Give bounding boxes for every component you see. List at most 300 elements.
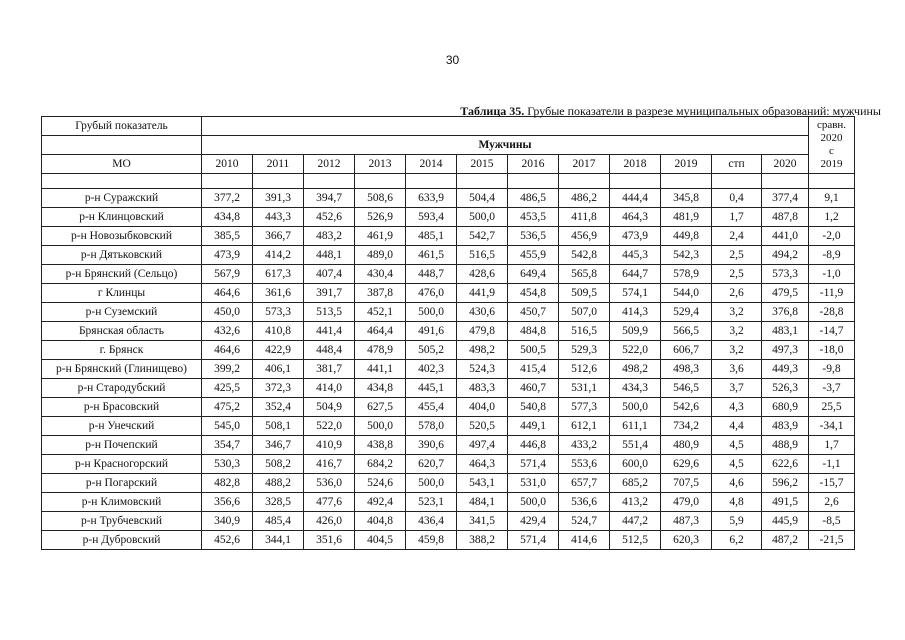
value-cell: 2,6 [712, 284, 762, 303]
table-caption-text: Грубые показатели в разрезе муниципальных образований: мужчины [524, 104, 881, 118]
value-cell: 391,7 [304, 284, 355, 303]
compare-cell: -9,8 [809, 360, 855, 379]
value-cell: 516,5 [457, 246, 508, 265]
value-cell: 473,9 [202, 246, 253, 265]
value-cell: 4,5 [712, 455, 762, 474]
value-cell: 491,5 [762, 493, 809, 512]
value-cell: 351,6 [304, 531, 355, 550]
value-cell: 480,9 [661, 436, 712, 455]
table-row [42, 303, 855, 322]
compare-cell: 9,1 [809, 189, 855, 208]
compare-cell: -8,5 [809, 512, 855, 531]
spacer-cell [355, 174, 406, 189]
mo-cell: р-н Почепский [42, 436, 202, 455]
year-header: 2011 [253, 155, 304, 174]
value-cell: 377,4 [762, 189, 809, 208]
value-cell: 486,2 [559, 189, 610, 208]
table-row [42, 322, 855, 341]
value-cell: 620,3 [661, 531, 712, 550]
spacer-cell [253, 174, 304, 189]
value-cell: 4,3 [712, 398, 762, 417]
mo-cell: г Клинцы [42, 284, 202, 303]
value-cell: 492,4 [355, 493, 406, 512]
year-header: 2010 [202, 155, 253, 174]
value-cell: 500,0 [508, 493, 559, 512]
spacer-cell [508, 174, 559, 189]
value-cell: 410,8 [253, 322, 304, 341]
table-row [42, 189, 855, 208]
value-cell: 4,5 [712, 436, 762, 455]
table-row [42, 341, 855, 360]
value-cell: 406,1 [253, 360, 304, 379]
value-cell: 354,7 [202, 436, 253, 455]
value-cell: 487,8 [762, 208, 809, 227]
value-cell: 452,6 [304, 208, 355, 227]
page-number: 30 [445, 53, 460, 67]
compare-header-line: сравн. [816, 119, 847, 131]
value-cell: 578,9 [661, 265, 712, 284]
value-cell: 426,0 [304, 512, 355, 531]
spacer-cell [712, 174, 762, 189]
value-cell: 536,6 [559, 493, 610, 512]
value-cell: 489,0 [355, 246, 406, 265]
value-cell: 542,7 [457, 227, 508, 246]
compare-cell: -1,1 [809, 455, 855, 474]
value-cell: 494,2 [762, 246, 809, 265]
value-cell: 600,0 [610, 455, 661, 474]
spacer-cell [202, 174, 253, 189]
compare-cell: -21,5 [809, 531, 855, 550]
value-cell: 429,4 [508, 512, 559, 531]
value-cell: 500,5 [508, 341, 559, 360]
value-cell: 441,1 [355, 360, 406, 379]
header-spacer [202, 117, 809, 136]
value-cell: 633,9 [406, 189, 457, 208]
value-cell: 433,2 [559, 436, 610, 455]
compare-cell: -28,8 [809, 303, 855, 322]
value-cell: 464,6 [202, 341, 253, 360]
value-cell: 381,7 [304, 360, 355, 379]
value-cell: 577,3 [559, 398, 610, 417]
value-cell: 488,9 [762, 436, 809, 455]
spacer-cell [559, 174, 610, 189]
mo-cell: р-н Брянский (Глинищево) [42, 360, 202, 379]
value-cell: 411,8 [559, 208, 610, 227]
value-cell: 464,3 [457, 455, 508, 474]
value-cell: 414,0 [304, 379, 355, 398]
mo-cell: р-н Брасовский [42, 398, 202, 417]
mo-cell: р-н Унечский [42, 417, 202, 436]
table-row [42, 512, 855, 531]
value-cell: 482,8 [202, 474, 253, 493]
value-cell: 425,5 [202, 379, 253, 398]
value-cell: 345,8 [661, 189, 712, 208]
value-cell: 0,4 [712, 189, 762, 208]
table-row [42, 436, 855, 455]
value-cell: 455,9 [508, 246, 559, 265]
value-cell: 497,4 [457, 436, 508, 455]
value-cell: 414,3 [610, 303, 661, 322]
value-cell: 452,1 [355, 303, 406, 322]
value-cell: 479,5 [762, 284, 809, 303]
value-cell: 432,6 [202, 322, 253, 341]
compare-cell: -3,7 [809, 379, 855, 398]
compare-header-line: с [829, 145, 834, 157]
table-row [42, 531, 855, 550]
value-cell: 448,4 [304, 341, 355, 360]
value-cell: 546,5 [661, 379, 712, 398]
spacer-cell [457, 174, 508, 189]
value-cell: 461,9 [355, 227, 406, 246]
compare-cell: 25,5 [809, 398, 855, 417]
value-cell: 566,5 [661, 322, 712, 341]
year-header: 2017 [559, 155, 610, 174]
value-cell: 450,0 [202, 303, 253, 322]
value-cell: 372,3 [253, 379, 304, 398]
spacer-cell [661, 174, 712, 189]
value-cell: 573,3 [253, 303, 304, 322]
value-cell: 531,0 [508, 474, 559, 493]
value-cell: 434,8 [355, 379, 406, 398]
compare-cell: -1,0 [809, 265, 855, 284]
value-cell: 526,3 [762, 379, 809, 398]
value-cell: 734,2 [661, 417, 712, 436]
value-cell: 404,5 [355, 531, 406, 550]
value-cell: 340,9 [202, 512, 253, 531]
value-cell: 436,4 [406, 512, 457, 531]
value-cell: 620,7 [406, 455, 457, 474]
value-cell: 606,7 [661, 341, 712, 360]
mo-cell: р-н Климовский [42, 493, 202, 512]
value-cell: 445,9 [762, 512, 809, 531]
year-header: стп [712, 155, 762, 174]
value-cell: 611,1 [610, 417, 661, 436]
value-cell: 477,6 [304, 493, 355, 512]
value-cell: 446,8 [508, 436, 559, 455]
spacer-cell [42, 174, 202, 189]
value-cell: 627,5 [355, 398, 406, 417]
value-cell: 531,1 [559, 379, 610, 398]
table-row [42, 265, 855, 284]
value-cell: 574,1 [610, 284, 661, 303]
table-row [42, 474, 855, 493]
spacer-cell [762, 174, 809, 189]
value-cell: 565,8 [559, 265, 610, 284]
value-cell: 453,5 [508, 208, 559, 227]
value-cell: 536,5 [508, 227, 559, 246]
value-cell: 542,3 [661, 246, 712, 265]
mo-cell: р-н Суземский [42, 303, 202, 322]
value-cell: 473,9 [610, 227, 661, 246]
value-cell: 416,7 [304, 455, 355, 474]
compare-cell: -34,1 [809, 417, 855, 436]
value-cell: 450,7 [508, 303, 559, 322]
value-cell: 443,3 [253, 208, 304, 227]
value-cell: 530,3 [202, 455, 253, 474]
value-cell: 464,6 [202, 284, 253, 303]
value-cell: 414,6 [559, 531, 610, 550]
table-row [42, 360, 855, 379]
value-cell: 543,1 [457, 474, 508, 493]
value-cell: 522,0 [610, 341, 661, 360]
value-cell: 486,5 [508, 189, 559, 208]
table-row [42, 455, 855, 474]
value-cell: 629,6 [661, 455, 712, 474]
value-cell: 485,1 [406, 227, 457, 246]
value-cell: 404,0 [457, 398, 508, 417]
value-cell: 484,1 [457, 493, 508, 512]
value-cell: 487,2 [762, 531, 809, 550]
value-cell: 428,6 [457, 265, 508, 284]
value-cell: 6,2 [712, 531, 762, 550]
value-cell: 596,2 [762, 474, 809, 493]
value-cell: 504,4 [457, 189, 508, 208]
mo-cell: р-н Дятьковский [42, 246, 202, 265]
value-cell: 498,2 [457, 341, 508, 360]
value-cell: 622,6 [762, 455, 809, 474]
mo-cell: р-н Клинцовский [42, 208, 202, 227]
value-cell: 524,7 [559, 512, 610, 531]
value-cell: 649,4 [508, 265, 559, 284]
value-cell: 459,8 [406, 531, 457, 550]
year-header: 2016 [508, 155, 559, 174]
value-cell: 484,8 [508, 322, 559, 341]
table-row [42, 208, 855, 227]
value-cell: 520,5 [457, 417, 508, 436]
mo-cell: р-н Дубровский [42, 531, 202, 550]
value-cell: 2,5 [712, 265, 762, 284]
value-cell: 447,2 [610, 512, 661, 531]
value-cell: 344,1 [253, 531, 304, 550]
spacer-cell [304, 174, 355, 189]
value-cell: 376,8 [762, 303, 809, 322]
value-cell: 341,5 [457, 512, 508, 531]
value-cell: 445,1 [406, 379, 457, 398]
value-cell: 441,9 [457, 284, 508, 303]
value-cell: 497,3 [762, 341, 809, 360]
value-cell: 456,9 [559, 227, 610, 246]
value-cell: 415,4 [508, 360, 559, 379]
compare-cell: 2,6 [809, 493, 855, 512]
value-cell: 3,2 [712, 341, 762, 360]
mo-cell: р-н Суражский [42, 189, 202, 208]
mo-cell: р-н Новозыбковский [42, 227, 202, 246]
value-cell: 441,4 [304, 322, 355, 341]
compare-cell: -14,7 [809, 322, 855, 341]
value-cell: 454,8 [508, 284, 559, 303]
value-cell: 508,2 [253, 455, 304, 474]
indicator-header: Грубый показатель [42, 117, 202, 136]
value-cell: 455,4 [406, 398, 457, 417]
value-cell: 508,1 [253, 417, 304, 436]
data-table [41, 116, 855, 550]
table-row [42, 379, 855, 398]
value-cell: 479,8 [457, 322, 508, 341]
compare-header-line: 2019 [820, 158, 843, 170]
value-cell: 571,4 [508, 531, 559, 550]
value-cell: 449,3 [762, 360, 809, 379]
table-row [42, 417, 855, 436]
value-cell: 464,3 [610, 208, 661, 227]
mo-header: МО [42, 155, 202, 174]
value-cell: 366,7 [253, 227, 304, 246]
value-cell: 444,4 [610, 189, 661, 208]
value-cell: 390,6 [406, 436, 457, 455]
value-cell: 430,4 [355, 265, 406, 284]
value-cell: 529,3 [559, 341, 610, 360]
value-cell: 573,3 [762, 265, 809, 284]
table-row [42, 246, 855, 265]
value-cell: 542,8 [559, 246, 610, 265]
year-header: 2018 [610, 155, 661, 174]
value-cell: 5,9 [712, 512, 762, 531]
men-header: Мужчины [202, 136, 809, 155]
compare-cell: -2,0 [809, 227, 855, 246]
value-cell: 377,2 [202, 189, 253, 208]
compare-cell: 1,7 [809, 436, 855, 455]
value-cell: 407,4 [304, 265, 355, 284]
value-cell: 475,2 [202, 398, 253, 417]
value-cell: 508,6 [355, 189, 406, 208]
value-cell: 483,1 [762, 322, 809, 341]
value-cell: 509,5 [559, 284, 610, 303]
year-header: 2012 [304, 155, 355, 174]
value-cell: 524,3 [457, 360, 508, 379]
value-cell: 3,6 [712, 360, 762, 379]
value-cell: 387,8 [355, 284, 406, 303]
value-cell: 551,4 [610, 436, 661, 455]
value-cell: 644,7 [610, 265, 661, 284]
value-cell: 500,0 [406, 303, 457, 322]
value-cell: 507,0 [559, 303, 610, 322]
value-cell: 523,1 [406, 493, 457, 512]
value-cell: 449,8 [661, 227, 712, 246]
value-cell: 513,5 [304, 303, 355, 322]
value-cell: 529,4 [661, 303, 712, 322]
value-cell: 391,3 [253, 189, 304, 208]
mo-cell: р-н Красногорский [42, 455, 202, 474]
mo-cell: р-н Стародубский [42, 379, 202, 398]
value-cell: 410,9 [304, 436, 355, 455]
year-header: 2019 [661, 155, 712, 174]
value-cell: 460,7 [508, 379, 559, 398]
value-cell: 385,5 [202, 227, 253, 246]
value-cell: 346,7 [253, 436, 304, 455]
table-body [42, 174, 855, 550]
value-cell: 612,1 [559, 417, 610, 436]
value-cell: 487,3 [661, 512, 712, 531]
value-cell: 505,2 [406, 341, 457, 360]
value-cell: 593,4 [406, 208, 457, 227]
value-cell: 328,5 [253, 493, 304, 512]
value-cell: 707,5 [661, 474, 712, 493]
value-cell: 2,4 [712, 227, 762, 246]
value-cell: 483,9 [762, 417, 809, 436]
value-cell: 448,7 [406, 265, 457, 284]
value-cell: 571,4 [508, 455, 559, 474]
value-cell: 522,0 [304, 417, 355, 436]
value-cell: 2,5 [712, 246, 762, 265]
table-header [42, 117, 855, 174]
value-cell: 680,9 [762, 398, 809, 417]
value-cell: 4,8 [712, 493, 762, 512]
mo-cell: г. Брянск [42, 341, 202, 360]
value-cell: 500,0 [610, 398, 661, 417]
value-cell: 479,0 [661, 493, 712, 512]
value-cell: 483,3 [457, 379, 508, 398]
value-cell: 578,0 [406, 417, 457, 436]
value-cell: 352,4 [253, 398, 304, 417]
table-row [42, 493, 855, 512]
table-caption-number: Таблица 35. [460, 104, 525, 118]
value-cell: 445,3 [610, 246, 661, 265]
value-cell: 516,5 [559, 322, 610, 341]
mo-cell: р-н Трубчевский [42, 512, 202, 531]
compare-cell: -11,9 [809, 284, 855, 303]
value-cell: 441,0 [762, 227, 809, 246]
year-header: 2020 [762, 155, 809, 174]
value-cell: 544,0 [661, 284, 712, 303]
spacer-cell [406, 174, 457, 189]
value-cell: 504,9 [304, 398, 355, 417]
table-row [42, 284, 855, 303]
value-cell: 536,0 [304, 474, 355, 493]
value-cell: 4,4 [712, 417, 762, 436]
value-cell: 509,9 [610, 322, 661, 341]
value-cell: 567,9 [202, 265, 253, 284]
value-cell: 438,8 [355, 436, 406, 455]
mo-cell: р-н Погарский [42, 474, 202, 493]
value-cell: 500,0 [406, 474, 457, 493]
compare-cell: -18,0 [809, 341, 855, 360]
value-cell: 4,6 [712, 474, 762, 493]
value-cell: 356,6 [202, 493, 253, 512]
value-cell: 402,3 [406, 360, 457, 379]
value-cell: 449,1 [508, 417, 559, 436]
table-row [42, 227, 855, 246]
value-cell: 361,6 [253, 284, 304, 303]
value-cell: 434,8 [202, 208, 253, 227]
mo-cell: Брянская область [42, 322, 202, 341]
value-cell: 1,7 [712, 208, 762, 227]
year-header: 2014 [406, 155, 457, 174]
value-cell: 684,2 [355, 455, 406, 474]
value-cell: 422,9 [253, 341, 304, 360]
value-cell: 413,2 [610, 493, 661, 512]
value-cell: 524,6 [355, 474, 406, 493]
value-cell: 545,0 [202, 417, 253, 436]
mo-cell: р-н Брянский (Сельцо) [42, 265, 202, 284]
compare-cell: -15,7 [809, 474, 855, 493]
value-cell: 491,6 [406, 322, 457, 341]
value-cell: 542,6 [661, 398, 712, 417]
value-cell: 3,2 [712, 303, 762, 322]
value-cell: 617,3 [253, 265, 304, 284]
value-cell: 483,2 [304, 227, 355, 246]
value-cell: 488,2 [253, 474, 304, 493]
value-cell: 478,9 [355, 341, 406, 360]
value-cell: 498,2 [610, 360, 661, 379]
compare-cell: 1,2 [809, 208, 855, 227]
compare-header-line: 2020 [820, 132, 843, 144]
value-cell: 685,2 [610, 474, 661, 493]
value-cell: 461,5 [406, 246, 457, 265]
value-cell: 3,2 [712, 322, 762, 341]
value-cell: 448,1 [304, 246, 355, 265]
compare-header [809, 117, 855, 174]
value-cell: 394,7 [304, 189, 355, 208]
value-cell: 452,6 [202, 531, 253, 550]
